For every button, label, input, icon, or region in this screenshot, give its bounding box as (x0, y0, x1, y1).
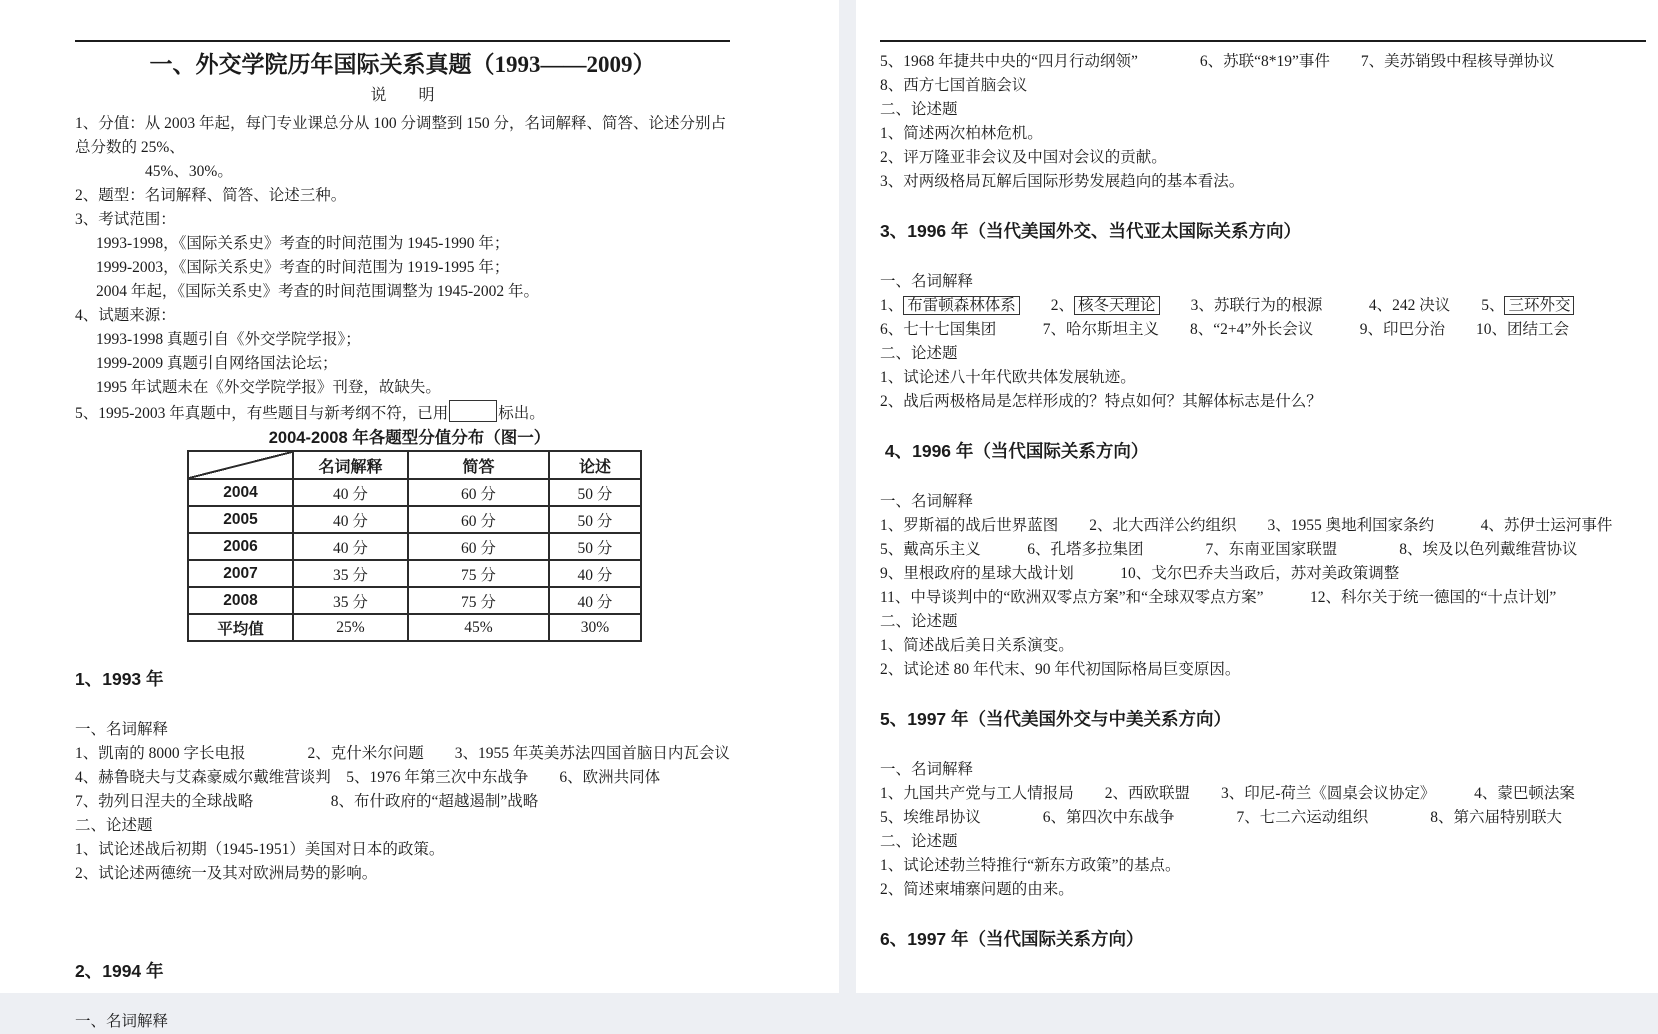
text-segment: 3、苏联行为的根源 4、242 决议 5、 (1159, 297, 1505, 314)
score-cell: 60 分 (408, 533, 549, 560)
score-cell: 75 分 (408, 560, 549, 587)
blank-line (75, 886, 735, 910)
diagonal-corner-cell (188, 451, 293, 479)
text-line: 二、论述题 (880, 833, 958, 850)
year-heading: 4、1996 年（当代国际关系方向） (880, 441, 1149, 461)
page-gap (839, 0, 856, 993)
text-segment: 2、 (1019, 297, 1075, 314)
table-row (188, 479, 641, 506)
text-segment: 5、1995-2003 年真题中，有些题目与新考纲不符，已用 (75, 405, 449, 422)
text-line: 1993-1998，《国际关系史》考查的时间范围为 1945-1990 年； (96, 235, 510, 252)
score-cell: 75 分 (408, 587, 549, 614)
text-line (880, 294, 1646, 318)
score-cell: 40 分 (549, 587, 641, 614)
header-rule (75, 40, 730, 42)
score-cell: 40 分 (293, 506, 408, 533)
header-rule (880, 40, 1646, 42)
table-row (188, 560, 641, 587)
text-line: 5、1968 年捷共中央的“四月行动纲领” 6、苏联“8*19”事件 7、美苏销毁中程核导弹协议 (880, 53, 1555, 70)
page-right (856, 0, 1658, 993)
text-line: 1、九国共产党与工人情报局 2、西欧联盟 3、印尼-荷兰《圆桌会议协定》 4、蒙巴顿法案 (880, 785, 1575, 802)
table-row (188, 614, 641, 641)
text-segment: 标出。 (498, 405, 545, 422)
year-heading: 2、1994 年 (75, 961, 164, 981)
text-line: 2、战后两极格局是怎样形成的？特点如何？其解体标志是什么？ (880, 393, 1322, 410)
score-cell: 25% (293, 614, 408, 641)
text-line: 2、简述柬埔寨问题的由来。 (880, 881, 1074, 898)
text-line: 5、戴高乐主义 6、孔塔多拉集团 7、东南亚国家联盟 8、埃及以色列戴维营协议 (880, 541, 1578, 558)
text-line: 4、试题来源： (75, 307, 176, 324)
year-heading: 6、1997 年（当代国际关系方向） (880, 929, 1144, 949)
score-cell: 35 分 (293, 560, 408, 587)
text-line: 二、论述题 (880, 101, 958, 118)
boxed-term: 核冬天理论 (1074, 296, 1160, 315)
text-line: 二、论述题 (75, 817, 153, 834)
marker-box (449, 400, 497, 422)
text-segment: 1、 (880, 297, 904, 314)
column-header: 简答 (408, 451, 549, 479)
text-line: 2、试论述两德统一及其对欧洲局势的影响。 (75, 865, 378, 882)
text-line: 1、试论述八十年代欧共体发展轨迹。 (880, 369, 1136, 386)
row-label: 2008 (188, 587, 293, 614)
table-header-row (188, 451, 641, 479)
text-line: 1、罗斯福的战后世界蓝图 2、北大西洋公约组织 3、1955 奥地利国家条约 4、苏伊士运河事件 (880, 517, 1613, 534)
text-line: 二、论述题 (880, 345, 958, 362)
text-line: 1、试论述战后初期（1945-1951）美国对日本的政策。 (75, 841, 445, 858)
boxed-term: 三环外交 (1504, 296, 1574, 315)
text-line: 2004 年起，《国际关系史》考查的时间范围调整为 1945-2002 年。 (96, 283, 540, 300)
score-cell: 50 分 (549, 533, 641, 560)
table-row (188, 533, 641, 560)
column-header: 论述 (549, 451, 641, 479)
text-line: 1999-2009 真题引自网络国法论坛； (96, 355, 338, 372)
text-line: 2、试论述 80 年代末、90 年代初国际格局巨变原因。 (880, 661, 1241, 678)
row-label: 2007 (188, 560, 293, 587)
text-line: 6、七十七国集团 7、哈尔斯坦主义 8、“2+4”外长会议 9、印巴分治 10、团结工会 (880, 321, 1570, 338)
row-label: 2006 (188, 533, 293, 560)
text-line: 8、西方七国首脑会议 (880, 77, 1028, 94)
text-line: 4、赫鲁晓夫与艾森豪威尔戴维营谈判 5、1976 年第三次中东战争 6、欧洲共同体 (75, 769, 661, 786)
score-cell: 35 分 (293, 587, 408, 614)
row-label: 平均值 (188, 614, 293, 641)
score-cell: 45% (408, 614, 549, 641)
table-row (188, 587, 641, 614)
text-line: 5、埃维昂协议 6、第四次中东战争 7、七二六运动组织 8、第六届特别联大 (880, 809, 1563, 826)
row-label: 2004 (188, 479, 293, 506)
text-line: 45%、30%。 (145, 163, 233, 180)
text-line: 3、对两级格局瓦解后国际形势发展趋向的基本看法。 (880, 173, 1245, 190)
text-line: 1、凯南的 8000 字长电报 2、克什米尔问题 3、1955 年英美苏法四国首脑日内瓦会议 (75, 745, 730, 762)
score-table-title: 2004-2008 年各题型分值分布（图一） (268, 429, 551, 447)
text-line: 二、论述题 (880, 613, 958, 630)
score-cell: 60 分 (408, 506, 549, 533)
text-line: 一、名词解释 (880, 493, 974, 510)
score-cell: 50 分 (549, 506, 641, 533)
doc-title: 一、外交学院历年国际关系真题（1993——2009） (149, 52, 656, 77)
text-line: 1、试论述勃兰特推行“新东方政策”的基点。 (880, 857, 1181, 874)
score-cell: 60 分 (408, 479, 549, 506)
text-line: 1、简述战后美日关系演变。 (880, 637, 1074, 654)
text-line: 9、里根政府的星球大战计划 10、戈尔巴乔夫当政后，苏对美政策调整 (880, 565, 1400, 582)
year-heading: 3、1996 年（当代美国外交、当代亚太国际关系方向） (880, 221, 1302, 241)
text-line: 一、名词解释 (880, 273, 974, 290)
text-line: 1999-2003，《国际关系史》考查的时间范围为 1919-1995 年； (96, 259, 510, 276)
text-line: 1993-1998 真题引自《外交学院学报》； (96, 331, 361, 348)
row-label: 2005 (188, 506, 293, 533)
text-line (75, 400, 735, 426)
text-line: 一、名词解释 (880, 761, 974, 778)
score-cell: 30% (549, 614, 641, 641)
text-line: 11、中导谈判中的“欧洲双零点方案”和“全球双零点方案” 12、科尔关于统一德国的“十点计划” (880, 589, 1557, 606)
text-line: 2、评万隆亚非会议及中国对会议的贡献。 (880, 149, 1167, 166)
blank-line (75, 910, 735, 934)
score-cell: 50 分 (549, 479, 641, 506)
score-table (187, 450, 642, 642)
column-header: 名词解释 (293, 451, 408, 479)
text-line: 1、简述两次柏林危机。 (880, 125, 1043, 142)
text-line: 3、考试范围： (75, 211, 176, 228)
score-cell: 40 分 (293, 479, 408, 506)
doc-subtitle: 说 明 (370, 87, 435, 104)
text-line: 一、名词解释 (75, 1013, 169, 1030)
score-cell: 40 分 (549, 560, 641, 587)
text-line: 2、题型：名词解释、简答、论述三种。 (75, 187, 347, 204)
boxed-term: 布雷顿森林体系 (903, 296, 1020, 315)
year-heading: 5、1997 年（当代美国外交与中美关系方向） (880, 709, 1232, 729)
text-line: 7、勃列日涅夫的全球战略 8、布什政府的“超越遏制”战略 (75, 793, 539, 810)
text-line: 1、分值：从 2003 年起，每门专业课总分从 100 分调整到 150 分，名词解释、简答、论述分别占总分数的 25%、 (75, 115, 727, 156)
text-line: 1995 年试题未在《外交学院学报》刊登，故缺失。 (96, 379, 441, 396)
score-cell: 40 分 (293, 533, 408, 560)
table-row (188, 506, 641, 533)
text-line: 一、名词解释 (75, 721, 169, 738)
year-heading: 1、1993 年 (75, 669, 164, 689)
